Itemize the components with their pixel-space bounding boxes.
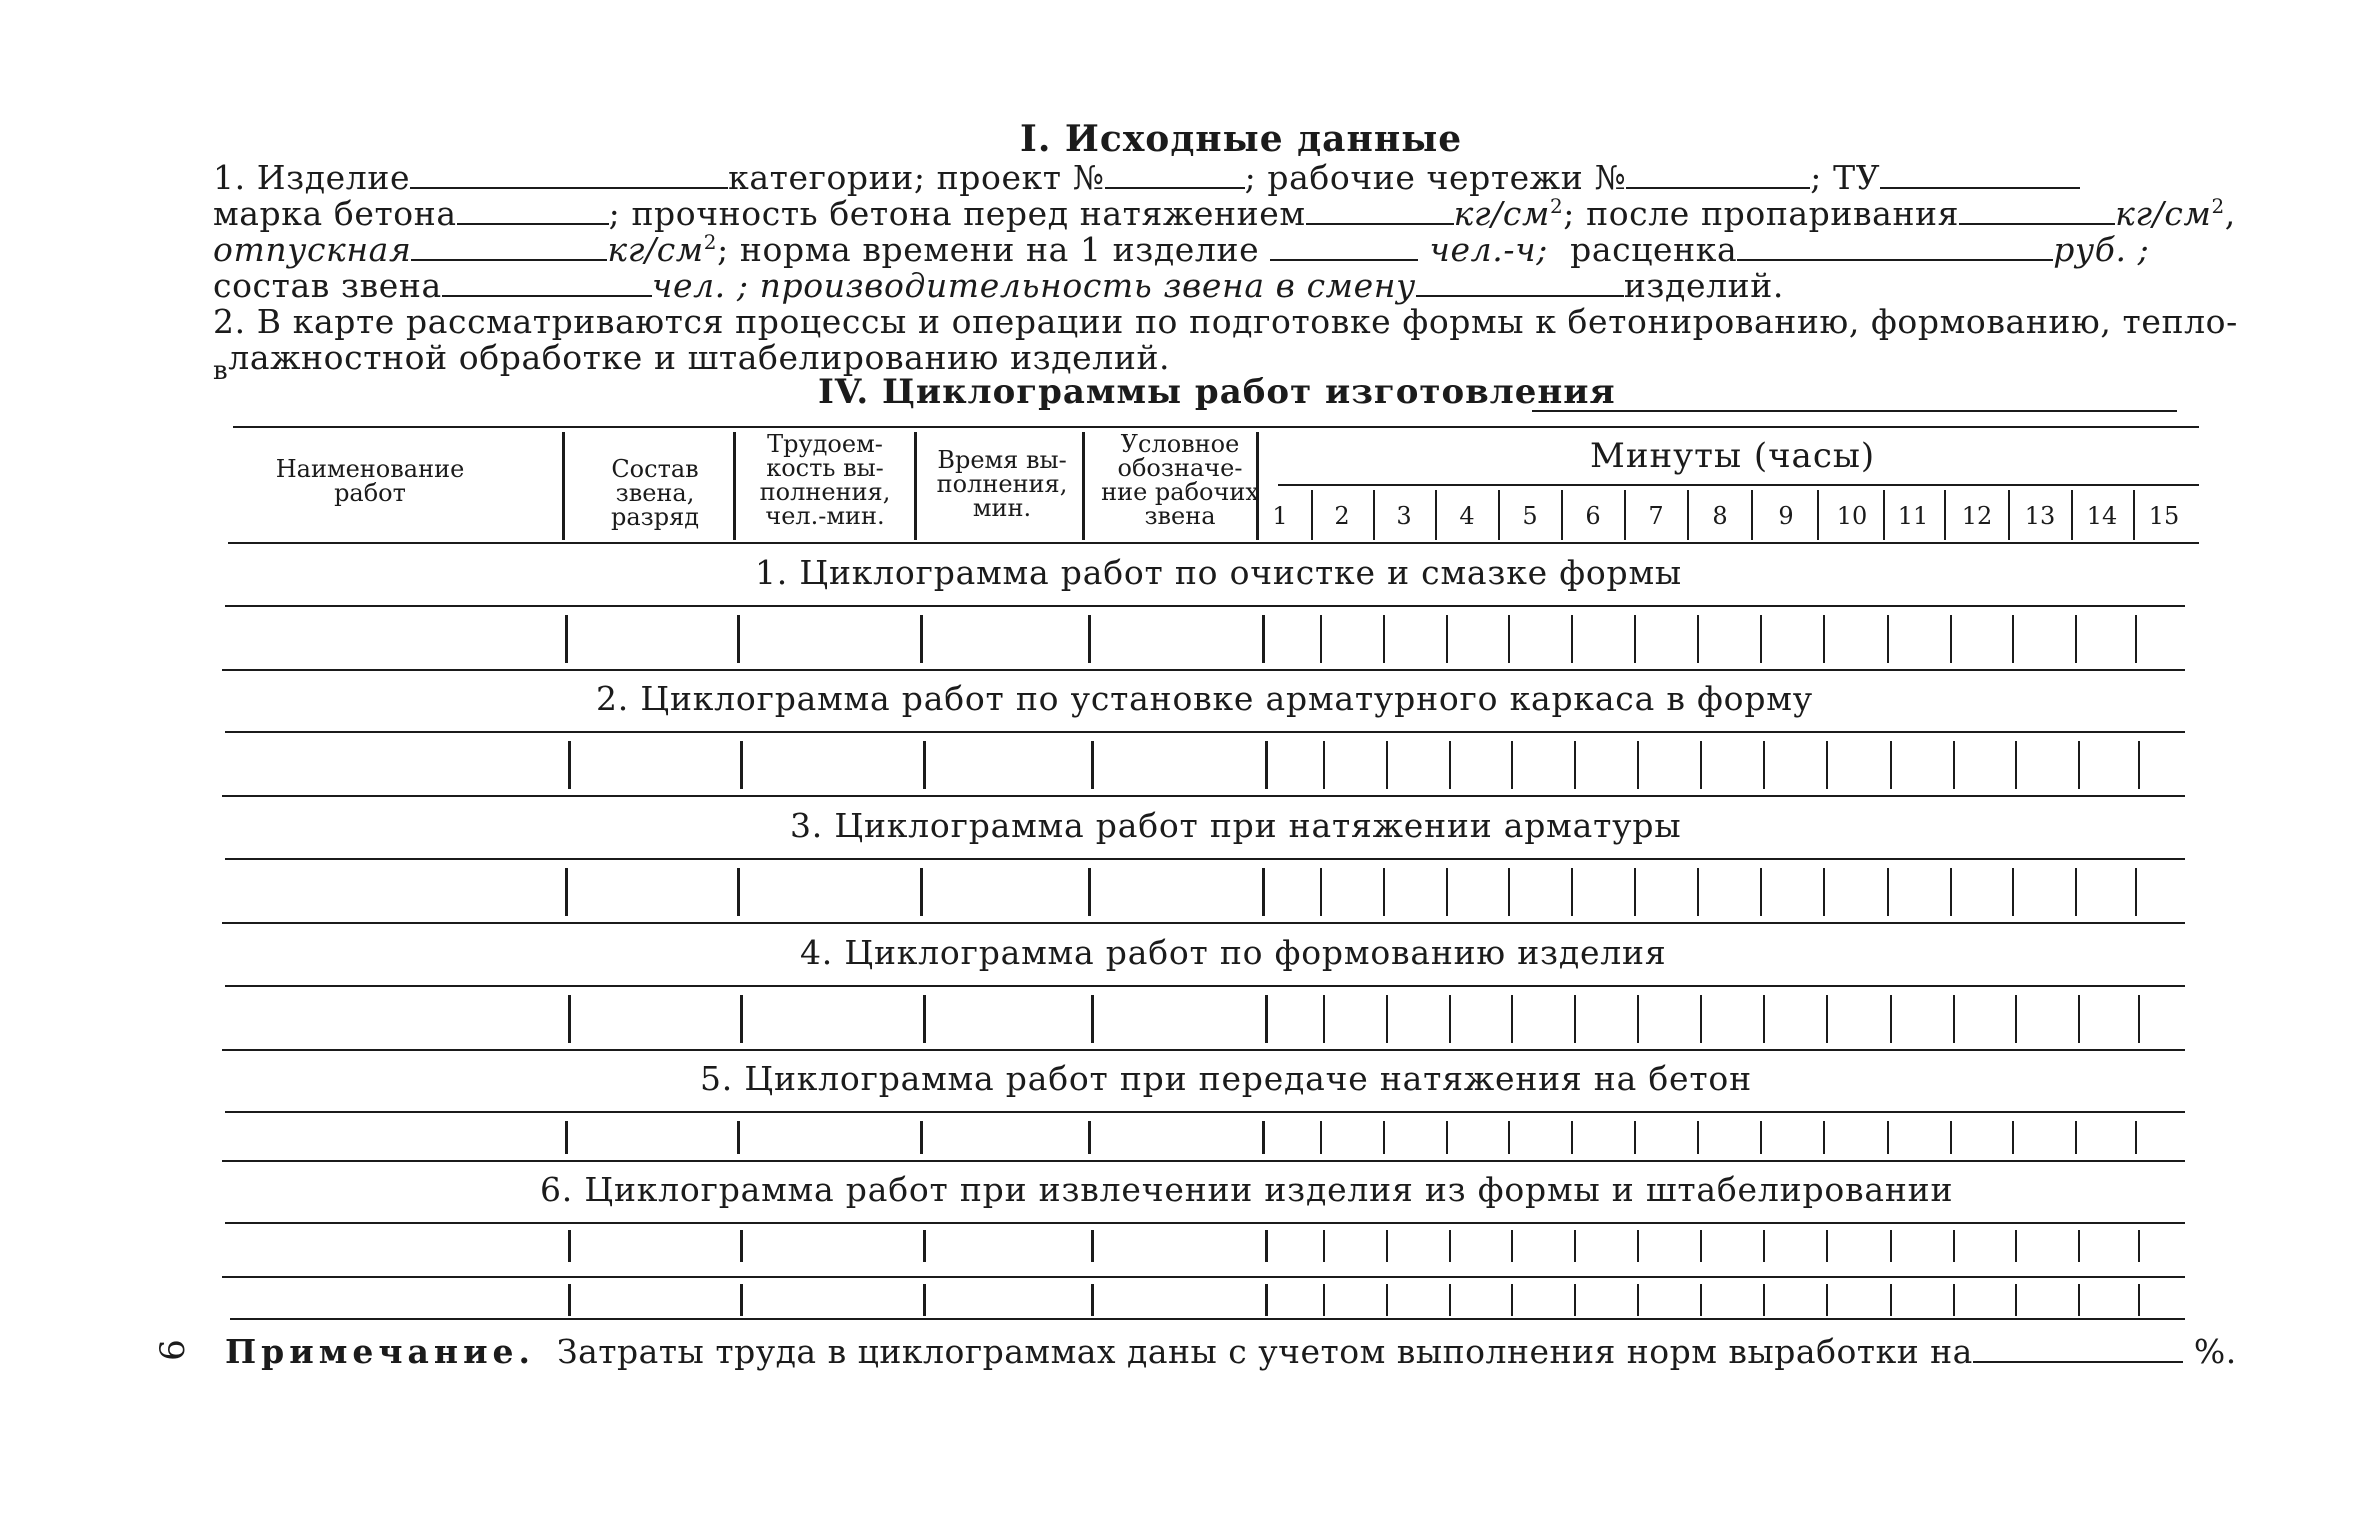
cell-divider xyxy=(1320,1121,1322,1154)
cell-divider xyxy=(2015,1230,2017,1262)
cell-divider xyxy=(1091,1284,1094,1316)
line-scope: 2. В карте рассматриваются процессы и операции по подготовке формы к бетонированию, формованию, тепло- xyxy=(213,302,2238,341)
cell-divider xyxy=(1265,1284,1268,1316)
line-scope-continued: $_в$лажностной обработке и штабелированию изделий. xyxy=(213,338,1171,386)
cell-divider xyxy=(2135,868,2137,916)
rate-field[interactable] xyxy=(1737,233,2053,261)
section-title: 2. Циклограмма работ по установке арматурного каркаса в форму xyxy=(596,679,1813,718)
section-title-initial-data: I. Исходные данные xyxy=(1020,118,1463,160)
cell-divider xyxy=(1446,615,1448,663)
cell-divider xyxy=(1265,995,1268,1043)
crew-output-field[interactable] xyxy=(1416,269,1624,297)
cell-divider xyxy=(1763,741,1765,789)
cell-divider xyxy=(1760,868,1762,916)
row-rule xyxy=(222,795,2185,797)
section-rule xyxy=(225,1222,2185,1224)
strength-before-tension-field[interactable] xyxy=(1306,197,1454,225)
cell-divider xyxy=(740,1284,743,1316)
minute-label: 10 xyxy=(1836,502,1868,530)
cell-divider xyxy=(737,615,740,663)
cell-divider xyxy=(2075,868,2077,916)
minute-label: 4 xyxy=(1459,502,1475,530)
cell-divider xyxy=(565,615,568,663)
cell-divider xyxy=(1887,1121,1889,1154)
cell-divider xyxy=(1320,868,1322,916)
strength-after-steaming-field[interactable] xyxy=(1959,197,2115,225)
minute-label: 6 xyxy=(1585,502,1601,530)
product-field[interactable] xyxy=(410,161,728,189)
minute-divider xyxy=(2133,490,2135,540)
cell-divider xyxy=(1700,995,1702,1043)
cell-divider xyxy=(1634,868,1636,916)
cell-divider xyxy=(1383,615,1385,663)
cell-divider xyxy=(1760,1121,1762,1154)
minute-divider xyxy=(2008,490,2010,540)
cell-divider xyxy=(1091,995,1094,1043)
product-name-line[interactable] xyxy=(1532,410,2177,412)
cell-divider xyxy=(1323,1284,1325,1316)
drawing-number-field[interactable] xyxy=(1626,161,1810,189)
cell-divider xyxy=(1950,615,1952,663)
cell-divider xyxy=(740,1230,743,1262)
cell-divider xyxy=(737,1121,740,1154)
cell-divider xyxy=(1637,1284,1639,1316)
header-bottom-rule xyxy=(228,542,2199,544)
cell-divider xyxy=(1386,1230,1388,1262)
cell-divider xyxy=(2135,1121,2137,1154)
cell-divider xyxy=(1323,995,1325,1043)
cell-divider xyxy=(923,995,926,1043)
cell-divider xyxy=(565,1121,568,1154)
minute-label: 7 xyxy=(1648,502,1664,530)
cell-divider xyxy=(2012,868,2014,916)
minute-label: 13 xyxy=(2024,502,2056,530)
cell-divider xyxy=(2075,615,2077,663)
cell-divider xyxy=(923,741,926,789)
cell-divider xyxy=(1887,615,1889,663)
minute-divider xyxy=(1687,490,1689,540)
cell-divider xyxy=(1950,1121,1952,1154)
minute-divider xyxy=(1751,490,1753,540)
cell-divider xyxy=(1700,1284,1702,1316)
cell-divider xyxy=(1763,1230,1765,1262)
header-labor: Трудоем- кость вы- полнения, чел.-мин. xyxy=(759,430,891,530)
cell-divider xyxy=(568,1284,571,1316)
minute-divider xyxy=(1817,490,1819,540)
minute-divider xyxy=(2071,490,2073,540)
cell-divider xyxy=(2078,1284,2080,1316)
cell-divider xyxy=(2015,995,2017,1043)
minutes-rule xyxy=(1278,484,2199,486)
cell-divider xyxy=(1508,615,1510,663)
section-title: 4. Циклограмма работ по формованию изделия xyxy=(800,933,1667,972)
cell-divider xyxy=(1634,615,1636,663)
minute-divider xyxy=(1373,490,1375,540)
row-rule xyxy=(222,922,2185,924)
row-rule xyxy=(222,1276,2185,1278)
cell-divider xyxy=(1449,1284,1451,1316)
cell-divider xyxy=(1574,741,1576,789)
cell-divider xyxy=(1953,1284,1955,1316)
section-rule xyxy=(225,1111,2185,1113)
cell-divider xyxy=(1826,1284,1828,1316)
header-divider xyxy=(733,432,736,540)
cell-divider xyxy=(1262,1121,1265,1154)
cell-divider xyxy=(1088,1121,1091,1154)
cell-divider xyxy=(1386,741,1388,789)
header-divider xyxy=(914,432,917,540)
cell-divider xyxy=(1574,995,1576,1043)
section-title: 6. Циклограмма работ при извлечении изделия из формы и штабелировании xyxy=(540,1170,1954,1209)
cell-divider xyxy=(1446,868,1448,916)
cell-divider xyxy=(1386,1284,1388,1316)
minute-divider xyxy=(1498,490,1500,540)
cell-divider xyxy=(2012,615,2014,663)
minute-label: 12 xyxy=(1961,502,1993,530)
cell-divider xyxy=(1826,1230,1828,1262)
cell-divider xyxy=(1953,741,1955,789)
cell-divider xyxy=(740,741,743,789)
note: Примечание. Затраты труда в циклограммах даны с учетом выполнения норм выработки на %. xyxy=(225,1332,2237,1371)
section-rule xyxy=(225,605,2185,607)
minute-divider xyxy=(1883,490,1885,540)
cell-divider xyxy=(1511,995,1513,1043)
line-product: 1. Изделие категории; проект № ; рабочие чертежи № ; ТУ xyxy=(213,160,2193,196)
cell-divider xyxy=(1637,1230,1639,1262)
cell-divider xyxy=(2078,1230,2080,1262)
cell-divider xyxy=(568,1230,571,1262)
cell-divider xyxy=(1953,1230,1955,1262)
section-title: 1. Циклограмма работ по очистке и смазке формы xyxy=(755,553,1682,592)
cell-divider xyxy=(1760,615,1762,663)
cell-divider xyxy=(920,868,923,916)
cell-divider xyxy=(1953,995,1955,1043)
header-minutes: Минуты (часы) xyxy=(1590,436,1876,476)
header-divider xyxy=(562,432,565,540)
cell-divider xyxy=(2138,741,2140,789)
minute-label: 11 xyxy=(1897,502,1929,530)
cell-divider xyxy=(1574,1284,1576,1316)
cell-divider xyxy=(923,1284,926,1316)
cell-divider xyxy=(1511,1284,1513,1316)
cell-divider xyxy=(1887,868,1889,916)
cell-divider xyxy=(1265,741,1268,789)
cell-divider xyxy=(1637,741,1639,789)
cell-divider xyxy=(1826,995,1828,1043)
cell-divider xyxy=(1265,1230,1268,1262)
cell-divider xyxy=(1823,615,1825,663)
cell-divider xyxy=(2138,1230,2140,1262)
cell-divider xyxy=(1763,995,1765,1043)
cell-divider xyxy=(1697,615,1699,663)
cell-divider xyxy=(2138,1284,2140,1316)
crew-size-field[interactable] xyxy=(442,269,652,297)
cell-divider xyxy=(1449,1230,1451,1262)
project-number-field[interactable] xyxy=(1105,161,1245,189)
cell-divider xyxy=(1574,1230,1576,1262)
cell-divider xyxy=(1700,741,1702,789)
cell-divider xyxy=(1634,1121,1636,1154)
cell-divider xyxy=(1571,1121,1573,1154)
cell-divider xyxy=(1511,741,1513,789)
header-symbol: Условное обозначе- ние рабочих звена xyxy=(1101,430,1259,530)
time-norm-field[interactable] xyxy=(1270,233,1418,261)
cell-divider xyxy=(740,995,743,1043)
cell-divider xyxy=(1571,868,1573,916)
row-rule xyxy=(222,669,2185,671)
minute-label: 15 xyxy=(2148,502,2180,530)
cell-divider xyxy=(1091,1230,1094,1262)
cell-divider xyxy=(1826,741,1828,789)
row-rule xyxy=(230,1318,2185,1320)
cell-divider xyxy=(920,1121,923,1154)
cell-divider xyxy=(1700,1230,1702,1262)
cell-divider xyxy=(1890,1230,1892,1262)
row-rule xyxy=(222,1049,2185,1051)
header-divider xyxy=(1082,432,1085,540)
cell-divider xyxy=(1508,868,1510,916)
cell-divider xyxy=(568,995,571,1043)
minute-divider xyxy=(1561,490,1563,540)
cell-divider xyxy=(1323,1230,1325,1262)
table-top-rule xyxy=(233,426,2199,428)
cell-divider xyxy=(1950,868,1952,916)
minute-label: 14 xyxy=(2086,502,2118,530)
cell-divider xyxy=(2135,615,2137,663)
line-concrete: марка бетона ; прочность бетона перед натяжением $кг/см^2$; после пропаривания $кг/см^2$, xyxy=(213,194,2236,233)
page-number: 6 xyxy=(152,1339,193,1361)
minute-divider xyxy=(1944,490,1946,540)
cell-divider xyxy=(1697,868,1699,916)
minute-divider xyxy=(1624,490,1626,540)
cell-divider xyxy=(1823,868,1825,916)
minute-label: 5 xyxy=(1522,502,1538,530)
minute-divider xyxy=(1311,490,1313,540)
cell-divider xyxy=(1508,1121,1510,1154)
section-title: 5. Циклограмма работ при передаче натяжения на бетон xyxy=(700,1059,1752,1098)
section-title-cyclograms: IV. Циклограммы работ изготовления xyxy=(818,372,1616,412)
cell-divider xyxy=(920,615,923,663)
minute-divider xyxy=(1435,490,1437,540)
cell-divider xyxy=(565,868,568,916)
cell-divider xyxy=(2012,1121,2014,1154)
minute-label: 9 xyxy=(1778,502,1794,530)
cell-divider xyxy=(2015,741,2017,789)
section-rule xyxy=(225,731,2185,733)
line-crew: состав звена чел. ; производительность звена в смену изделий. xyxy=(213,266,1784,305)
cell-divider xyxy=(1763,1284,1765,1316)
header-crew: Состав звена, разряд xyxy=(610,455,700,531)
header-divider xyxy=(1256,432,1259,540)
release-strength-field[interactable] xyxy=(411,233,607,261)
cell-divider xyxy=(2078,995,2080,1043)
cell-divider xyxy=(1088,868,1091,916)
cell-divider xyxy=(1890,995,1892,1043)
cell-divider xyxy=(568,741,571,789)
header-work-name: Наименование работ xyxy=(275,455,465,507)
minute-label: 1 xyxy=(1272,502,1288,530)
cell-divider xyxy=(1571,615,1573,663)
cell-divider xyxy=(1446,1121,1448,1154)
cell-divider xyxy=(2138,995,2140,1043)
cell-divider xyxy=(2015,1284,2017,1316)
cell-divider xyxy=(1449,995,1451,1043)
cell-divider xyxy=(1386,995,1388,1043)
cell-divider xyxy=(1320,615,1322,663)
section-rule xyxy=(225,858,2185,860)
cell-divider xyxy=(737,868,740,916)
cell-divider xyxy=(1697,1121,1699,1154)
cell-divider xyxy=(1323,741,1325,789)
cell-divider xyxy=(923,1230,926,1262)
cell-divider xyxy=(1511,1230,1513,1262)
cell-divider xyxy=(1890,1284,1892,1316)
cell-divider xyxy=(1262,868,1265,916)
minute-label: 3 xyxy=(1396,502,1412,530)
concrete-grade-field[interactable] xyxy=(457,197,609,225)
row-rule xyxy=(222,1160,2185,1162)
cell-divider xyxy=(1449,741,1451,789)
cell-divider xyxy=(2078,741,2080,789)
tu-field[interactable] xyxy=(1880,161,2080,189)
cell-divider xyxy=(1890,741,1892,789)
cell-divider xyxy=(2075,1121,2077,1154)
cell-divider xyxy=(1091,741,1094,789)
cell-divider xyxy=(1383,1121,1385,1154)
cell-divider xyxy=(1262,615,1265,663)
line-release: отпускная $кг/см^2$; норма времени на 1 изделие чел.-ч; расценка руб. ; xyxy=(213,230,2150,269)
norm-percent-field[interactable] xyxy=(1973,1337,2183,1363)
minute-label: 2 xyxy=(1334,502,1350,530)
cell-divider xyxy=(1383,868,1385,916)
cell-divider xyxy=(1637,995,1639,1043)
minute-label: 8 xyxy=(1712,502,1728,530)
header-time: Время вы- полнения, мин. xyxy=(936,446,1068,522)
section-title: 3. Циклограмма работ при натяжении арматуры xyxy=(790,806,1682,845)
cell-divider xyxy=(1088,615,1091,663)
section-rule xyxy=(225,985,2185,987)
cell-divider xyxy=(1823,1121,1825,1154)
